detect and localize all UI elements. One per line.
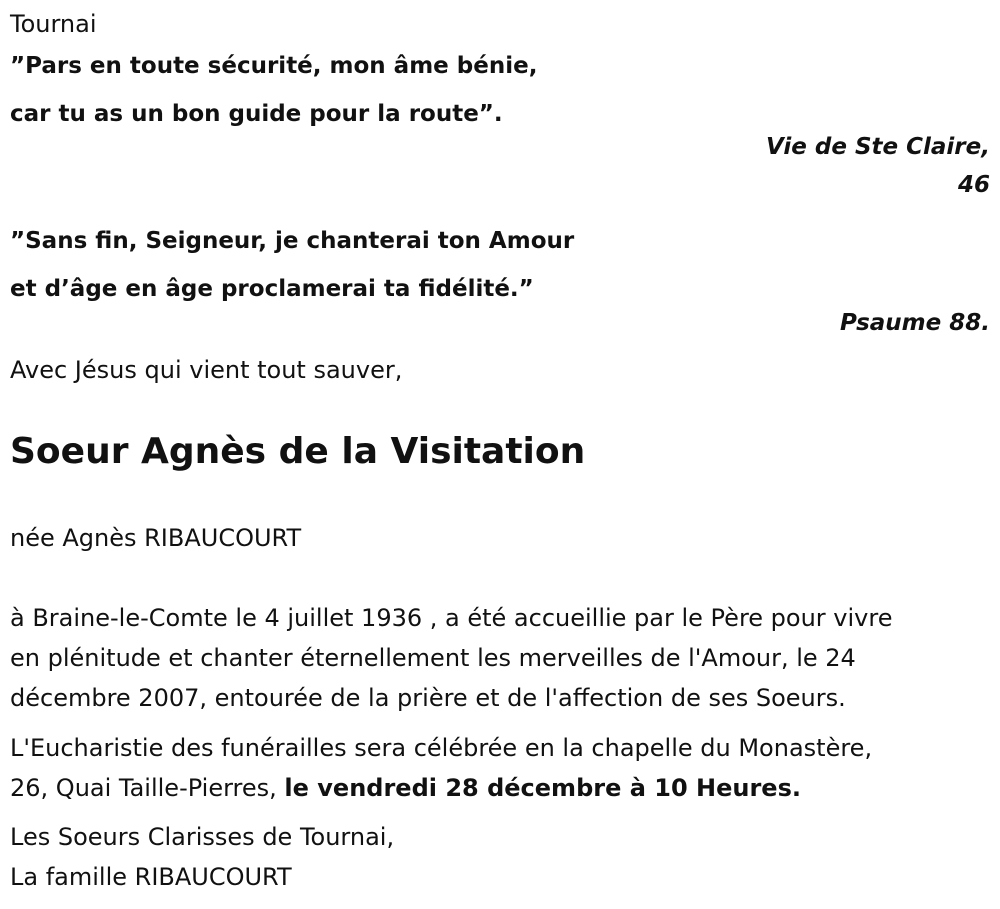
quote-1-line-1: ”Pars en toute sécurité, mon âme bénie,: [10, 53, 538, 79]
announcement-paragraph: [10, 598, 990, 718]
funeral-location: 26, Quai Taille-Pierres,: [10, 774, 285, 802]
quote-1: [10, 42, 990, 138]
place: Tournai: [10, 10, 97, 38]
announcement-line-2: en plénitude et chanter éternellement les merveilles de l'Amour, le 24: [10, 644, 856, 672]
quote-2-line-2: et d’âge en âge proclamerai ta fidélité.”: [10, 276, 534, 302]
deceased-name: Soeur Agnès de la Visitation: [10, 431, 586, 472]
intro-line: Avec Jésus qui vient tout sauver,: [10, 356, 403, 384]
quote-1-reference-line-1: Vie de Ste Claire,: [766, 134, 990, 160]
funeral-paragraph: [10, 728, 990, 808]
signatory-line-1: Les Soeurs Clarisses de Tournai,: [10, 823, 395, 851]
quote-1-reference: [10, 128, 990, 204]
quote-1-line-2: car tu as un bon guide pour la route”.: [10, 101, 503, 127]
signatory-line-2: La famille RIBAUCOURT: [10, 863, 292, 891]
quote-2: [10, 217, 990, 313]
quote-2-line-1: ”Sans fin, Seigneur, je chanterai ton Amour: [10, 228, 575, 254]
announcement-line-1: à Braine-le-Comte le 4 juillet 1936 , a été accueillie par le Père pour vivre: [10, 604, 893, 632]
funeral-date-time: le vendredi 28 décembre à 10 Heures.: [284, 774, 801, 802]
quote-2-reference: Psaume 88.: [840, 310, 990, 336]
funeral-line-1: L'Eucharistie des funérailles sera célébrée en la chapelle du Monastère,: [10, 734, 873, 762]
quote-1-reference-line-2: 46: [957, 172, 990, 198]
birth-name: née Agnès RIBAUCOURT: [10, 524, 302, 552]
announcement-line-3: décembre 2007, entourée de la prière et de l'affection de ses Soeurs.: [10, 684, 846, 712]
funeral-line-2: [10, 768, 990, 808]
signatories: [10, 817, 990, 897]
